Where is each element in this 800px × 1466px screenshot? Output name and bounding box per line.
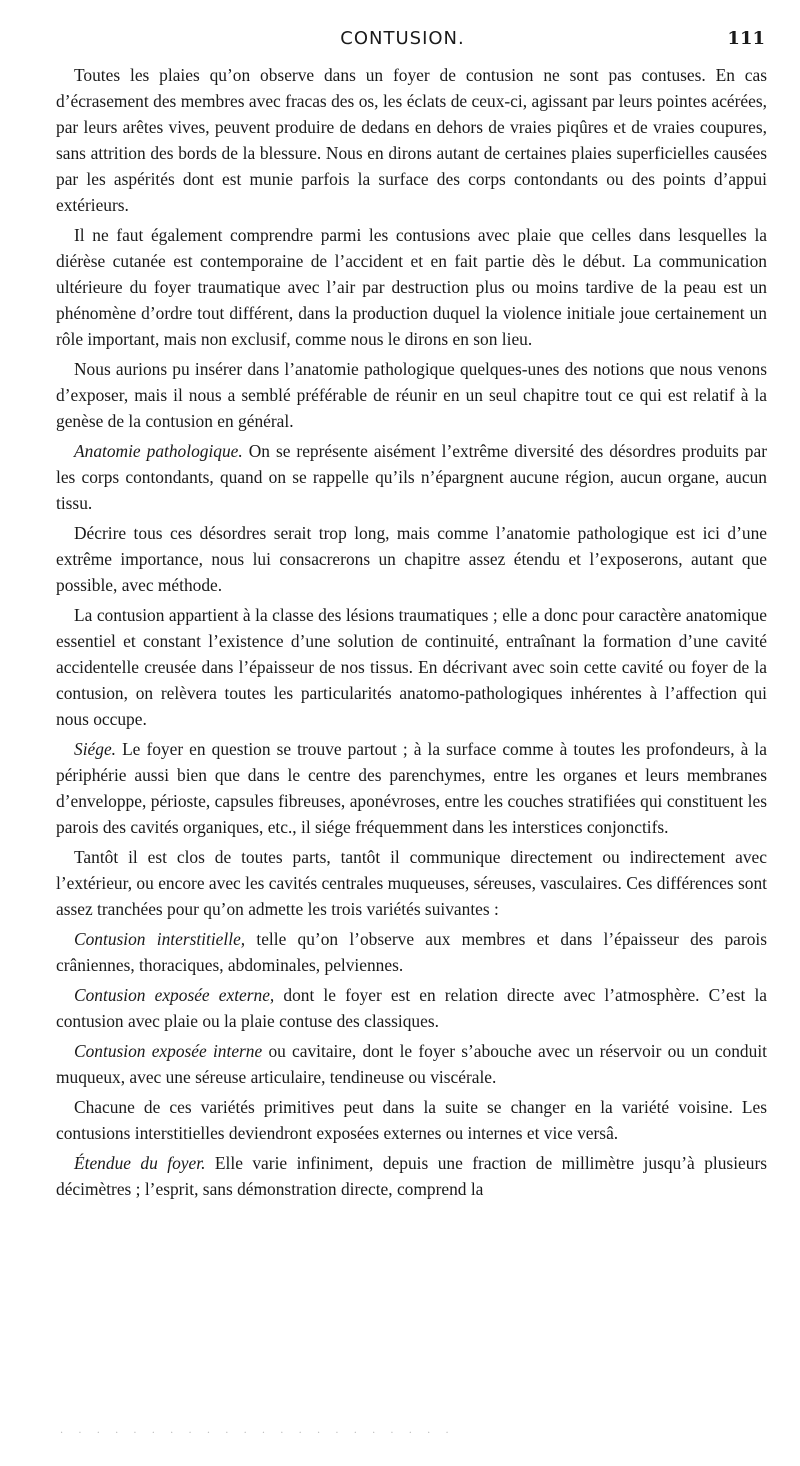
paragraph (56, 736, 767, 840)
paragraph (56, 1038, 767, 1090)
paragraph (56, 222, 767, 352)
paragraph (56, 844, 767, 922)
paragraph-text: Chacune de ces variétés primitives peut dans la suite se changer en la variété voisine. Les contusions interstitielles deviendront exposées externes ou internes et vice versâ. (56, 1097, 767, 1143)
paragraph (56, 520, 767, 598)
section-heading: Anatomie pathologique. (74, 441, 243, 461)
paragraph (56, 926, 767, 978)
paragraph-text: Le foyer en question se trouve partout ; à la surface comme à toutes les profondeurs, à la périphérie aussi bien que dans le centre des parenchymes, entre les organes et leurs membranes d’enveloppe, périoste, capsules fibreuses, aponévroses, entre les couches stratifiées qui constituent les parois des cavités organiques, etc., il siége fréquemment dans les interstices conjonctifs. (56, 739, 767, 837)
page-bottom-marks: · · · · · · · · · · · · · · · · · · · · · · (60, 1428, 455, 1439)
paragraph-text: Nous aurions pu insérer dans l’anatomie pathologique quelques-unes des notions que nous venons d’exposer, mais il nous a semblé préférable de réunir en un seul chapitre tout ce qui est relatif à la genèse de la contusion en général. (56, 359, 767, 431)
paragraph-text: Décrire tous ces désordres serait trop long, mais comme l’anatomie pathologique est ici d’une extrême importance, nous lui consacrerons un chapitre assez étendu et l’exposerons, autant que possible, avec méthode. (56, 523, 767, 595)
section-heading: Étendue du foyer. (74, 1153, 206, 1173)
paragraph-text: telle qu’on l’observe aux membres et dans l’épaisseur des parois crâniennes, thoraciques, abdominales, pelviennes. (56, 929, 767, 975)
paragraph (56, 356, 767, 434)
paragraph (56, 438, 767, 516)
paragraph-text: Tantôt il est clos de toutes parts, tantôt il communique directement ou indirectement avec l’extérieur, ou encore avec les cavités centrales muqueuses, séreuses, vasculaires. Ces différences sont assez tranchées pour qu’on admette les trois variétés suivantes : (56, 847, 767, 919)
paragraph-text: dont le foyer est en relation directe avec l’atmosphère. C’est la contusion avec plaie ou la plaie contuse des classiques. (56, 985, 767, 1031)
body-text (56, 62, 767, 1206)
variety-term: Contusion exposée interne (74, 1041, 263, 1061)
paragraph-text: On se représente aisément l’extrême diversité des désordres produits par les corps contondants, quand on se rappelle qu’ils n’épargnent aucune région, aucun organe, aucun tissu. (56, 441, 767, 513)
paragraph (56, 982, 767, 1034)
paragraph-text: Il ne faut également comprendre parmi les contusions avec plaie que celles dans lesquelles la diérèse cutanée est contemporaine de l’accident et en fait partie dès le début. La communication ultérieure du foyer traumatique avec l’air par destruction plus ou moins tardive de la peau est un phénomène d’ordre tout différent, dans la production duquel la violence initiale joue certainement un rôle important, mais non exclusif, comme nous le dirons en son lieu. (56, 225, 767, 349)
paragraph-text: Elle varie infiniment, depuis une fraction de millimètre jusqu’à plusieurs décimètres ; l’esprit, sans démonstration directe, comprend la (56, 1153, 767, 1199)
running-head (40, 28, 765, 54)
paragraph (56, 1150, 767, 1202)
paragraph (56, 62, 767, 218)
paragraph (56, 1094, 767, 1146)
paragraph-text: ou cavitaire, dont le foyer s’abouche avec un réservoir ou un conduit muqueux, avec une séreuse articulaire, tendineuse ou viscérale. (56, 1041, 767, 1087)
paragraph-text: Toutes les plaies qu’on observe dans un foyer de contusion ne sont pas contuses. En cas d’écrasement des membres avec fracas des os, les éclats de ceux-ci, agissant par leurs pointes acérées, par leurs arêtes vives, peuvent produire de dedans en dehors de vraies piqûres et de vraies coupures, sans attrition des bords de la blessure. Nous en dirons autant de certaines plaies superficielles causées par les aspérités dont est munie parfois la surface des corps contondants ou des points d’appui extérieurs. (56, 65, 767, 215)
running-title: CONTUSION. (340, 28, 465, 49)
paragraph (56, 602, 767, 732)
paragraph-text: La contusion appartient à la classe des lésions traumatiques ; elle a donc pour caractère anatomique essentiel et constant l’existence d’une solution de continuité, entraînant la formation d’une cavité accidentelle creusée dans l’épaisseur de nos tissus. En décrivant avec soin cette cavité ou foyer de la contusion, on relèvera toutes les particularités anatomo-pathologiques inhérentes à l’affection qui nous occupe. (56, 605, 767, 729)
variety-term: Contusion interstitielle, (74, 929, 246, 949)
variety-term: Contusion exposée externe, (74, 985, 275, 1005)
page-number: 111 (727, 28, 765, 49)
section-heading: Siége. (74, 739, 117, 759)
